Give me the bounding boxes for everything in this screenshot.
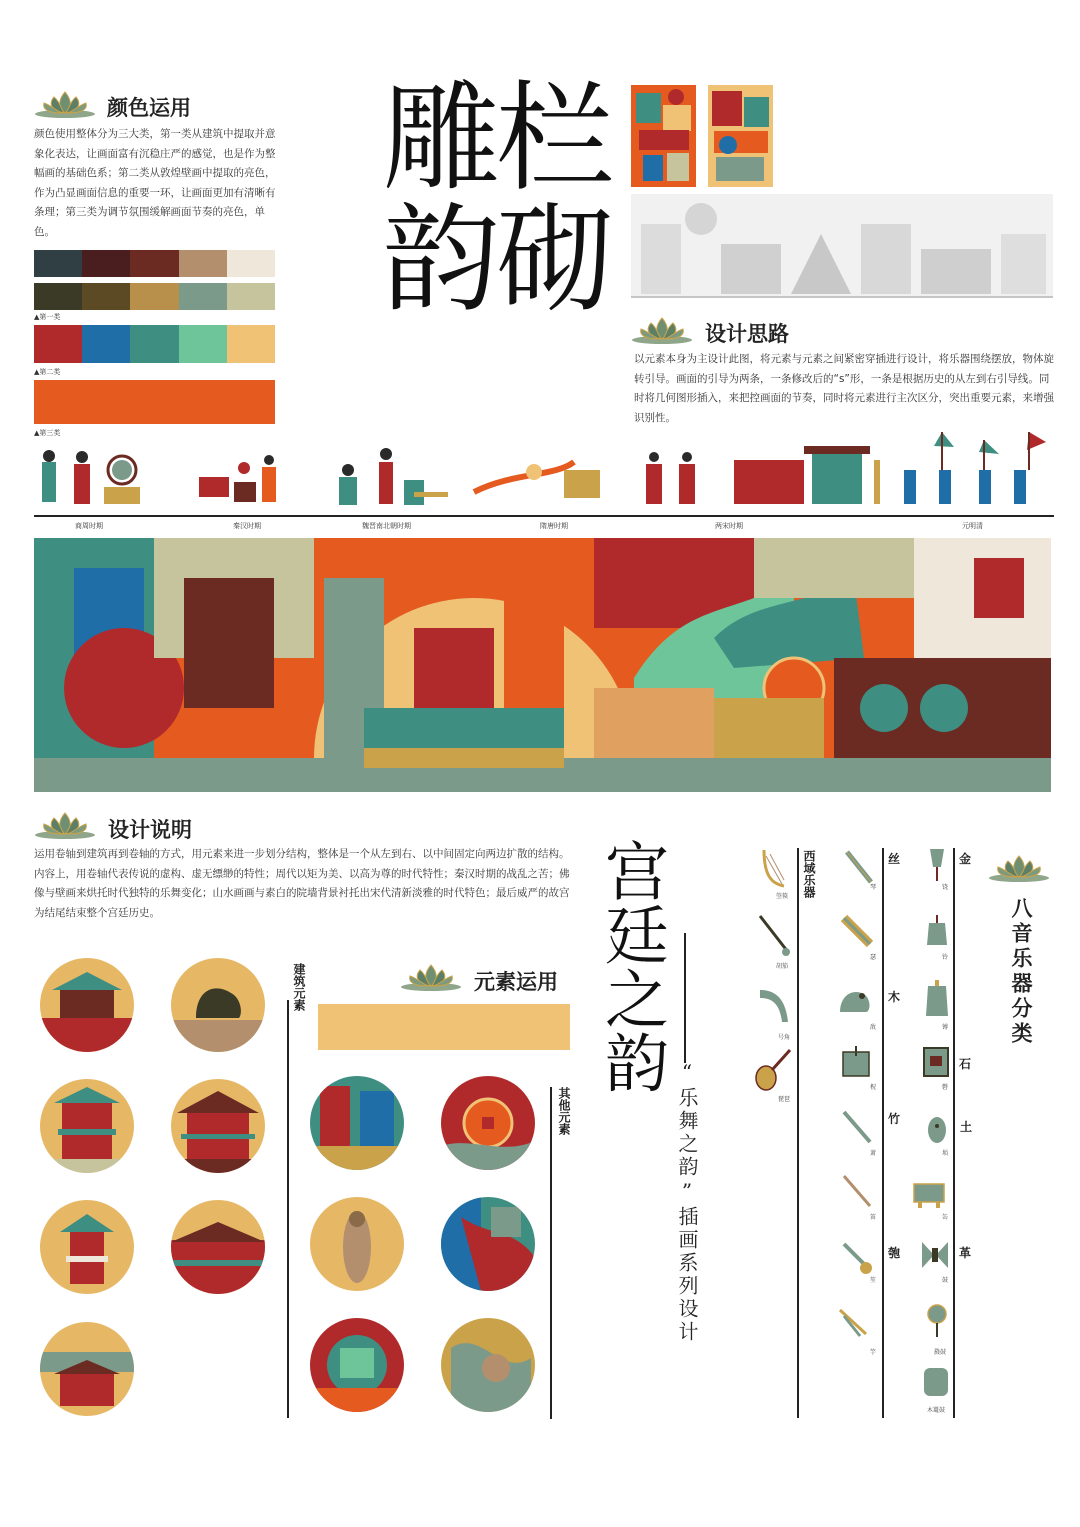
architecture-circle <box>40 1322 134 1416</box>
timeline-label: 隋唐时期 <box>540 522 568 530</box>
timeline-label: 两宋时期 <box>715 522 743 530</box>
lotus-icon <box>34 88 96 118</box>
timeline-label: 商周时期 <box>75 522 103 530</box>
architecture-circle <box>40 958 134 1052</box>
category-xiyu: 西域乐器 <box>802 850 816 898</box>
instrument-label: 铃 <box>942 954 949 961</box>
category-shi: 石 <box>959 1057 972 1071</box>
divider-line <box>882 848 884 1418</box>
other-element-circle <box>441 1318 535 1412</box>
instrument-icon <box>922 1046 950 1078</box>
other-element-circle <box>441 1076 535 1170</box>
instrument-label: 木鼍鼓 <box>927 1407 946 1414</box>
timeline-label: 元明清 <box>962 522 983 530</box>
color-swatch <box>227 250 275 277</box>
swatch-caption-3: ▲第三类 <box>34 429 61 437</box>
color-swatch <box>34 325 82 363</box>
category-si: 丝 <box>888 852 901 866</box>
color-section-text: 颜色使用整体分为三大类，第一类从建筑中提取并意象化表达，让画面富有沉稳庄严的感觉，也是作为整幅画的基础色系；第二类从敦煌壁画中提取的亮色，作为凸显画面信息的重要一环，让画面更加有清晰有条理；第三类为调节氛围缓解画面节奏的亮色，单色。 <box>34 128 276 238</box>
instrument-label: 竽 <box>870 1349 877 1356</box>
elements-color-bar <box>318 1004 570 1050</box>
lotus-icon <box>400 961 462 991</box>
instrument-icon <box>840 1240 874 1278</box>
instrument-icon <box>840 1046 872 1078</box>
instrument-icon <box>926 1302 948 1340</box>
instrument-icon <box>836 982 874 1018</box>
architecture-circle <box>40 1200 134 1294</box>
swatch-row-1 <box>34 250 275 277</box>
design-idea-text: 以元素本身为主设计此图，将元素与元素之间紧密穿插进行设计，将乐器围绕摆放，物体旋转引导。画面的引导为两条，一条修改后的“s”形，一条是根据历史的从左到右引导线。同时将几何图形插入，来把控画面的节奏，同时将元素进行主次区分，突出重要元素，来增强识别性。 <box>634 353 1054 424</box>
timeline-label: 秦汉时期 <box>233 522 261 530</box>
lotus-icon <box>988 852 1050 882</box>
instrument-label: 瑟 <box>870 954 877 961</box>
instrument-icon <box>756 912 792 958</box>
color-swatch <box>130 283 178 310</box>
palace-charm-title: 宫廷之韵 <box>594 838 668 1094</box>
swatch-caption-1: ▲第一类 <box>34 313 61 321</box>
instrument-label: 箜篌 <box>776 893 789 900</box>
instrument-label: 笙 <box>870 1277 877 1284</box>
architecture-elements-label: 建筑元素 <box>292 963 306 1011</box>
other-elements-label: 其他元素 <box>557 1087 571 1135</box>
timeline-figures-illustration <box>34 432 1054 514</box>
color-swatch <box>34 283 82 310</box>
color-swatch <box>179 325 227 363</box>
swatch-row-4 <box>34 380 275 424</box>
instrument-label: 萧 <box>870 1150 877 1157</box>
color-swatch <box>34 250 82 277</box>
divider-line <box>797 848 799 1418</box>
poster-thumbnail-2 <box>708 85 773 187</box>
swatch-row-2 <box>34 283 275 310</box>
other-element-circle <box>310 1197 404 1291</box>
instrument-label: 号角 <box>778 1034 791 1041</box>
instrument-label: 琴 <box>870 884 877 891</box>
instrument-label: 铙 <box>942 884 949 891</box>
instrument-icon <box>840 912 874 950</box>
color-swatch <box>130 250 178 277</box>
category-mu: 木 <box>888 990 901 1004</box>
architecture-circle <box>171 1200 265 1294</box>
other-element-circle <box>441 1197 535 1291</box>
swatch-caption-2: ▲第二类 <box>34 368 61 376</box>
category-pao: 匏 <box>888 1246 901 1260</box>
instrument-label: 缶 <box>942 1214 949 1221</box>
instrument-label: 鼓 <box>942 1277 949 1284</box>
lotus-icon <box>34 809 96 839</box>
design-note-text: 运用卷轴到建筑再到卷轴的方式，用元素来进一步划分结构，整体是一个从左到右、以中间固定向两边扩散的结构。内容上，用卷轴代表传说的虚构、虚无缥缈的特性；周代以矩为美、以高为尊的时代特性；秦汉时期的战乱之苦；佛像与壁画来烘托时代独特的乐舞变化；山水画画与素白的院墙背景衬托出宋代清新淡雅的时代特色；最后威严的故宫为结尾结束整个宫廷历史。 <box>34 848 570 919</box>
instrument-icon <box>840 1172 874 1210</box>
instrument-label: 琵琶 <box>778 1096 791 1103</box>
instrument-label: 敔 <box>870 1024 877 1031</box>
timeline-label: 魏晋南北朝时期 <box>362 522 411 530</box>
category-zhu: 竹 <box>888 1112 901 1126</box>
instrument-icon <box>922 1366 950 1398</box>
instrument-label: 镈 <box>942 1024 949 1031</box>
divider-line <box>550 1087 552 1419</box>
architecture-circle <box>171 958 265 1052</box>
instrument-icon <box>758 846 790 890</box>
series-subtitle: “乐舞之韵”插画系列设计 <box>675 1060 699 1344</box>
instrument-label: 笛 <box>870 1214 877 1221</box>
lotus-icon <box>631 314 693 344</box>
instrument-icon <box>924 980 950 1018</box>
instrument-icon <box>843 848 875 886</box>
other-element-circle <box>310 1318 404 1412</box>
color-swatch <box>82 283 130 310</box>
instrument-icon <box>910 1180 948 1208</box>
divider-line <box>684 933 686 1063</box>
color-swatch <box>34 380 275 424</box>
instrument-label: 胡笳 <box>776 963 789 970</box>
instrument-icon <box>926 845 948 881</box>
main-title-line-1: 雕栏 <box>382 69 611 207</box>
instrument-icon <box>836 1306 874 1342</box>
color-swatch <box>82 325 130 363</box>
instrument-icon <box>920 1238 950 1272</box>
color-swatch <box>179 283 227 310</box>
color-swatch <box>227 325 275 363</box>
color-swatch <box>227 283 275 310</box>
architecture-circle <box>40 1079 134 1173</box>
color-swatch <box>130 325 178 363</box>
other-element-circle <box>310 1076 404 1170</box>
grayscale-sketch <box>631 194 1053 298</box>
elements-heading: 元素运用 <box>474 969 558 994</box>
divider-line <box>953 848 955 1418</box>
design-idea-heading: 设计思路 <box>705 321 789 346</box>
instrument-label: 埙 <box>942 1150 949 1157</box>
instrument-icon <box>754 1046 794 1092</box>
color-swatch <box>82 250 130 277</box>
design-note-heading: 设计说明 <box>108 817 192 842</box>
architecture-circle <box>171 1079 265 1173</box>
instrument-label: 鼗鼓 <box>934 1349 947 1356</box>
instrument-icon <box>926 1114 948 1144</box>
divider-line <box>287 1000 289 1418</box>
instrument-icon <box>926 915 948 949</box>
instrument-icon <box>840 1108 874 1146</box>
category-tu: 土 <box>960 1120 973 1134</box>
instrument-label: 磬 <box>942 1084 949 1091</box>
timeline-axis <box>34 515 1054 517</box>
main-scroll-illustration <box>34 538 1051 792</box>
poster-thumbnail-1 <box>631 85 696 187</box>
swatch-row-3 <box>34 325 275 363</box>
main-title-line-2: 韵砌 <box>382 191 611 329</box>
category-ge: 革 <box>959 1246 972 1260</box>
category-jin: 金 <box>959 852 972 866</box>
color-swatch <box>179 250 227 277</box>
instrument-category-heading: 八音乐器分类 <box>1009 897 1034 1047</box>
color-section-heading: 颜色运用 <box>107 95 191 120</box>
instrument-label: 柷 <box>870 1084 877 1091</box>
instrument-icon <box>756 984 792 1028</box>
